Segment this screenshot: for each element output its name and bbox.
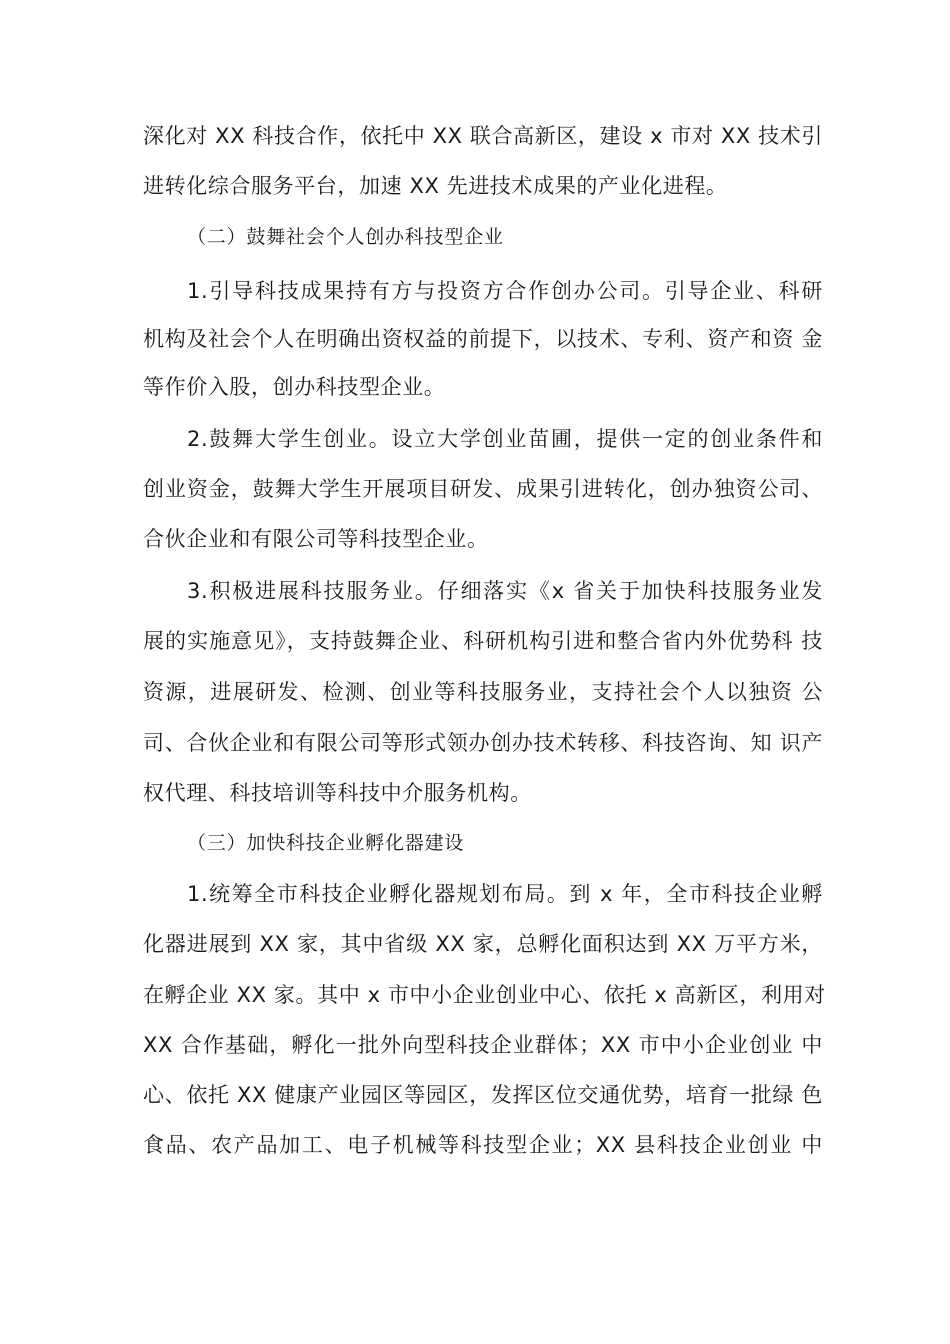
paragraph-line: 2.鼓舞大学生创业。设立大学创业苗圃，提供一定的创业条件和 (187, 427, 823, 451)
paragraph-line: 1.统筹全市科技企业孵化器规划布局。到 x 年，全市科技企业孵 (187, 882, 823, 906)
paragraph-line: 3.积极进展科技服务业。仔细落实《x 省关于加快科技服务业发 (187, 579, 823, 603)
paragraph-line: XX 合作基础，孵化一批外向型科技企业群体；XX 市中小企业创业 中 (143, 1033, 823, 1057)
paragraph-line: 食品、农产品加工、电子机械等科技型企业；XX 县科技企业创业 中 (143, 1133, 823, 1157)
paragraph-line: 1.引导科技成果持有方与投资方合作创办公司。引导企业、科研 (187, 279, 823, 303)
paragraph-line: 在孵企业 XX 家。其中 x 市中小企业创业中心、依托 x 高新区，利用对 (143, 983, 826, 1007)
section-heading-2: （二）鼓舞社会个人创办科技型企业 (187, 226, 504, 248)
paragraph-line: 合伙企业和有限公司等科技型企业。 (143, 527, 489, 551)
section-heading-3: （三）加快科技企业孵化器建设 (187, 832, 465, 854)
paragraph-line: 资源，进展研发、检测、创业等科技服务业，支持社会个人以独资 公 (143, 680, 823, 704)
paragraph-line: 权代理、科技培训等科技中介服务机构。 (143, 781, 532, 805)
paragraph-line: 深化对 XX 科技合作，依托中 XX 联合高新区，建设 x 市对 XX 技术引 (143, 124, 823, 148)
paragraph-line: 化器进展到 XX 家，其中省级 XX 家，总孵化面积达到 XX 万平方米， (143, 932, 823, 956)
paragraph-line: 创业资金，鼓舞大学生开展项目研发、成果引进转化，创办独资公司、 (143, 477, 823, 501)
paragraph-line: 等作价入股，创办科技型企业。 (143, 375, 446, 399)
paragraph-line: 进转化综合服务平台，加速 XX 先进技术成果的产业化进程。 (143, 174, 728, 198)
paragraph-line: 机构及社会个人在明确出资权益的前提下，以技术、专利、资产和资 金 (143, 327, 823, 351)
paragraph-line: 心、依托 XX 健康产业园区等园区，发挥区位交通优势，培育一批绿 色 (143, 1083, 823, 1107)
paragraph-line: 司、合伙企业和有限公司等形式领办创办技术转移、科技咨询、知 识产 (143, 731, 823, 755)
paragraph-line: 展的实施意见》，支持鼓舞企业、科研机构引进和整合省内外优势科 技 (143, 629, 823, 653)
